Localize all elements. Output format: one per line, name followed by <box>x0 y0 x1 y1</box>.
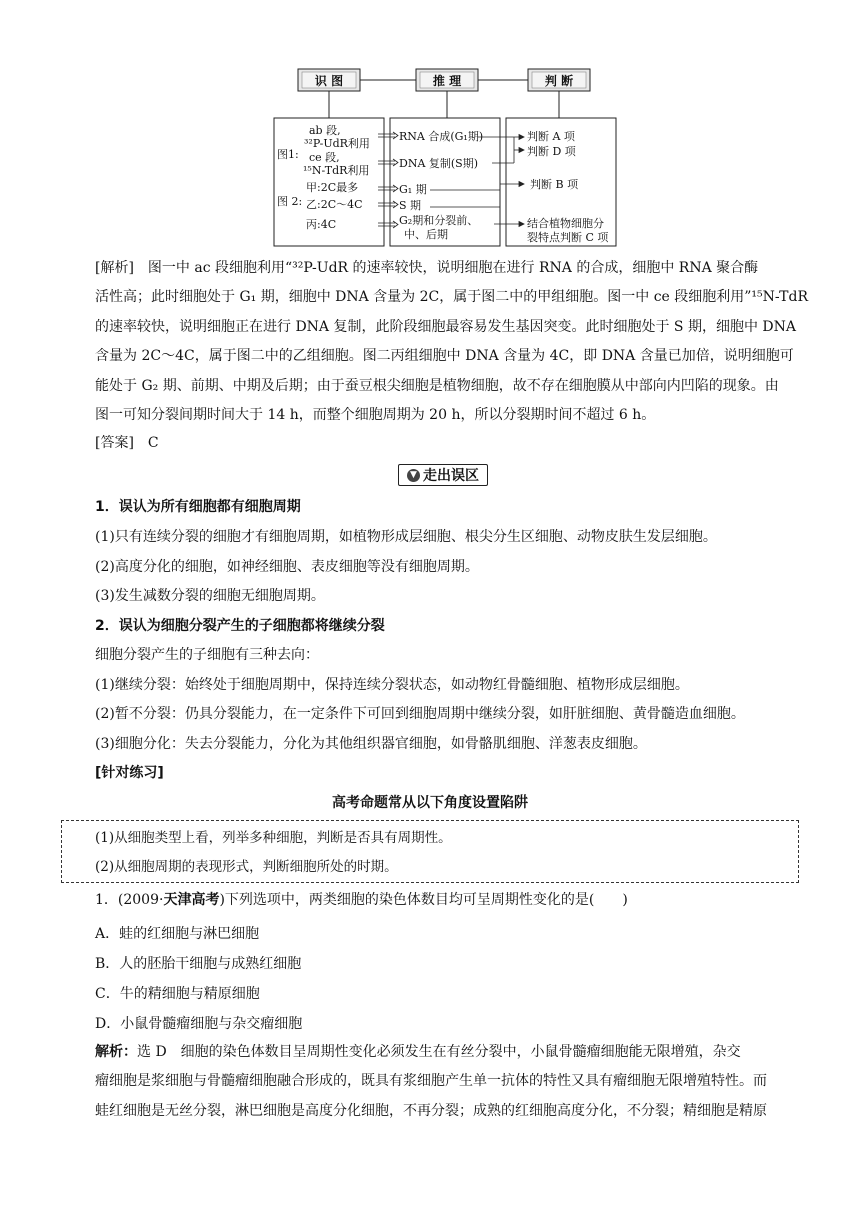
arrow-icon <box>430 135 524 227</box>
right-text: 判断 A 项 <box>527 130 575 143</box>
question-prefix: 1．(2009· <box>95 892 164 908</box>
solution-line: 选 D 细胞的染色体数目呈周期性变化必须发生在有丝分裂中，小鼠骨髓瘤细胞能无限增殖，杂交 <box>137 1044 741 1060</box>
option-d: D．小鼠骨髓瘤细胞与杂交瘤细胞 <box>95 1016 303 1032</box>
left-text: ce 段, <box>309 151 340 164</box>
mistake-item: (2)高度分化的细胞，如神经细胞、表皮细胞等没有细胞周期。 <box>95 559 479 575</box>
mistake-item: (1)继续分裂：始终处于细胞周期中，保持连续分裂状态，如动物红骨髓细胞、植物形成层细胞。 <box>95 677 689 693</box>
mistake-heading-2: 2．误认为细胞分裂产生的子细胞都将继续分裂 <box>95 618 385 634</box>
header-judge: 判 断 <box>544 74 574 88</box>
answer-line: [答案] C <box>95 435 159 451</box>
option-c: C．牛的精细胞与精原细胞 <box>95 986 260 1002</box>
analysis-line: [解析] 图一中 ac 段细胞利用“³²P-UdR 的速率较快，说明细胞在进行 RNA 的合成，细胞中 RNA 聚合酶 <box>95 260 759 276</box>
analysis-paragraph <box>95 254 808 430</box>
analysis-line: 能处于 G₂ 期、前期、中期及后期；由于蚕豆根尖细胞是植物细胞，故不存在细胞膜从中部向内凹陷的现象。由 <box>95 377 779 394</box>
arrow-icon <box>378 132 398 228</box>
mistake-item: (3)发生减数分裂的细胞无细胞周期。 <box>95 588 325 604</box>
left-text: 乙:2C～4C <box>306 198 363 211</box>
solution-line: 瘤细胞是浆细胞与骨髓瘤细胞融合形成的，既具有浆细胞产生单一抗体的特性又具有瘤细胞无限增殖特性。而 <box>95 1073 767 1090</box>
practice-label: [针对练习] <box>95 765 164 781</box>
trap-item: (2)从细胞周期的表现形式，判断细胞所处的时期。 <box>95 859 398 875</box>
solution-line: 蛙红细胞是无丝分裂，淋巴细胞是高度分化细胞，不再分裂；成熟的红细胞高度分化，不分裂；精细胞是精原 <box>95 1102 767 1119</box>
right-text: 判断 D 项 <box>527 145 576 158</box>
question-source: 天津高考 <box>163 892 220 908</box>
middle-text: DNA 复制(S期) <box>399 157 479 170</box>
section-badge <box>398 464 488 486</box>
analysis-line: 活性高；此时细胞处于 G₁ 期，细胞中 DNA 含量为 2C，属于图二中的甲组细胞。图一中 ce 段细胞利用”¹⁵N-TdR <box>95 289 808 306</box>
analysis-line: 的速率较快，说明细胞正在进行 DNA 复制，此阶段细胞最容易发生基因突变。此时细胞处于 S 期，细胞中 DNA <box>95 318 797 335</box>
middle-text: G₂期和分裂前、 <box>399 214 479 227</box>
trap-box <box>61 820 799 883</box>
solution-label: 解析： <box>95 1044 137 1060</box>
analysis-line: 图一可知分裂间期时间大于 14 h，而整个细胞周期为 20 h，所以分裂期时间不超过 6 h。 <box>95 406 656 423</box>
mistake-item: (2)暂不分裂：仍具分裂能力，在一定条件下可回到细胞周期中继续分裂，如肝脏细胞、黄骨髓造血细胞。 <box>95 706 745 722</box>
chevron-down-icon: ▼ <box>407 469 420 482</box>
mistake-item: (1)只有连续分裂的细胞才有细胞周期，如植物形成层细胞、根尖分生区细胞、动物皮肤生发层细胞。 <box>95 529 717 545</box>
reasoning-flow-diagram <box>0 0 860 250</box>
fig1-label: 图1: <box>277 148 299 161</box>
right-text: 结合植物细胞分 <box>527 217 604 230</box>
question-text: )下列选项中，两类细胞的染色体数目均可呈周期性变化的是( ) <box>219 892 628 908</box>
trap-item: (1)从细胞类型上看，列举多种细胞，判断是否具有周期性。 <box>95 830 452 846</box>
left-text: ab 段, <box>309 124 341 137</box>
option-b: B．人的胚胎干细胞与成熟红细胞 <box>95 956 302 972</box>
option-a: A．蛙的红细胞与淋巴细胞 <box>95 926 260 942</box>
left-text: ³²P-UdR利用 <box>304 137 370 150</box>
solution-paragraph <box>95 1038 795 1126</box>
header-box-judge <box>528 69 590 91</box>
section-badge-label: 走出误区 <box>423 468 479 484</box>
right-text: 裂特点判断 C 项 <box>527 231 609 244</box>
analysis-line: 含量为 2C～4C，属于图二中的乙组细胞。图二丙组细胞中 DNA 含量为 4C，即 DNA 含量已加倍，说明细胞可 <box>95 348 794 365</box>
middle-text: G₁ 期 <box>399 183 427 196</box>
header-identify: 识 图 <box>314 74 344 88</box>
header-box-identify <box>298 69 360 91</box>
left-text: 甲:2C最多 <box>306 181 359 194</box>
left-text: ¹⁵N-TdR利用 <box>303 164 370 177</box>
middle-text: RNA 合成(G₁期) <box>399 130 484 143</box>
mistake-item: (3)细胞分化：失去分裂能力，分化为其他组织器官细胞，如骨骼肌细胞、洋葱表皮细胞。 <box>95 736 647 752</box>
middle-text: S 期 <box>399 199 422 212</box>
question-1 <box>95 890 795 910</box>
header-infer: 推 理 <box>432 74 462 88</box>
middle-text: 中、后期 <box>404 228 448 241</box>
right-text: 判断 B 项 <box>530 178 579 191</box>
trap-title: 高考命题常从以下角度设置陷阱 <box>332 795 528 811</box>
mistake-intro: 细胞分裂产生的子细胞有三种去向： <box>95 647 319 663</box>
left-text: 丙:4C <box>306 218 337 231</box>
mistake-heading-1: 1．误认为所有细胞都有细胞周期 <box>95 499 301 515</box>
fig2-label: 图 2: <box>277 195 303 208</box>
header-box-infer <box>416 69 478 91</box>
